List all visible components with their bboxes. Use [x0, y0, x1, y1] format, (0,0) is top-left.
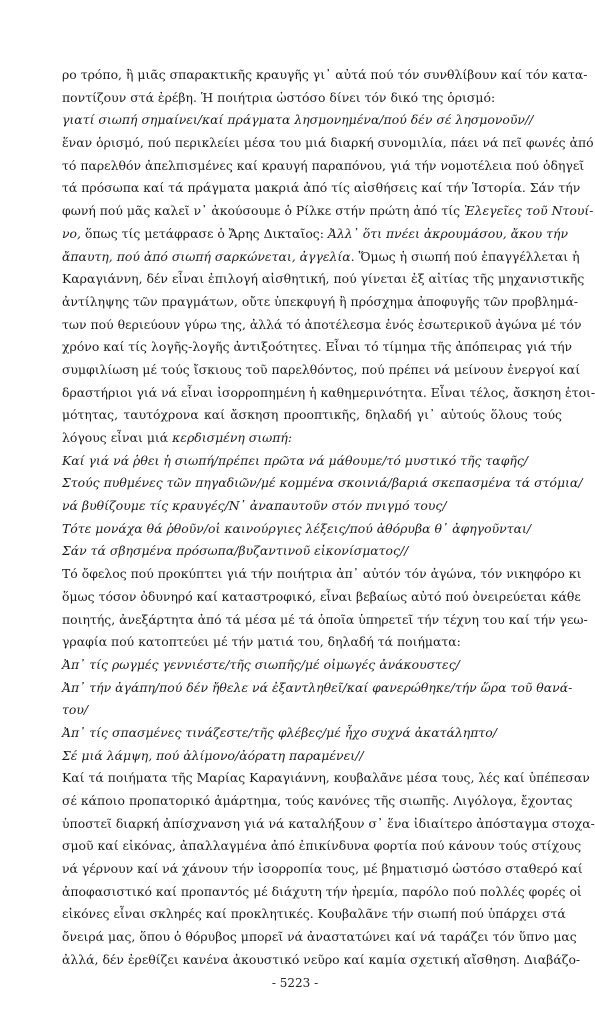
text-run: τό παρελθόν ἀπελπισμένες καί κραυγή παραπόνου, γιά τήν νομοτέλεια πού ὁδηγεῖ [62, 157, 585, 173]
text-line [62, 563, 582, 586]
page-number: - 5223 - [271, 976, 319, 990]
text-line [62, 858, 583, 881]
text-line [62, 336, 573, 359]
italic-text: ἄπαυτη, πού ἀπό σιωπή σαρκώνεται, ἀγγελία. [62, 248, 355, 264]
text-run: Καραγιάννη, δέν εἶναι ἐπιλογή αἰσθητική, πού γίνεται ἐξ αἰτίας τῆς μηχανιστικῆς [62, 271, 585, 287]
text-line [62, 177, 581, 200]
text-line [62, 246, 580, 269]
text-line [62, 586, 581, 609]
italic-text: κερδισμένη σιωπή: [172, 430, 293, 445]
text-run: Τό ὄφελος πού προκύπτει γιά τήν ποιήτρια ἀπ᾽ αὐτόν τόν ἀγώνα, τόν νικηφόρο κι [62, 566, 582, 582]
verse-line [62, 518, 562, 541]
verse-line [62, 699, 562, 722]
text-line [62, 790, 573, 813]
verse-line [62, 472, 583, 495]
text-run: λόγους εἶναι μιά [62, 430, 173, 445]
verse-line [62, 450, 562, 473]
italic-text: νά βυθίζουμε τίς κραυγές/Ν᾽ ἀναπαυτοῦν στόν πνιγμό τους/ [62, 498, 447, 514]
italic-text: του/ [62, 702, 89, 718]
text-line [62, 314, 582, 337]
text-run: νά γέρνουν καί νά χάνουν τήν ἰσορροπία τους, μέ βηματισμό ὡστόσο σταθερό καί [62, 861, 583, 877]
text-line [62, 813, 595, 836]
verse-line [62, 722, 562, 745]
text-run: ποιητής, ἀνεξάρτητα ἀπό τά μέσα μέ τά ὁποῖα ὑπηρετεῖ τήν τέχνη του καί τήν γεω- [62, 611, 588, 627]
verse-line [62, 109, 562, 132]
italic-text: Ἀλλ᾽ ὅτι πνέει ἀκρουμάσου, ἄκου τήν [327, 225, 569, 241]
text-run: Ὅμως ἡ σιωπή πού ἐπαγγέλλεται ἡ [354, 248, 580, 264]
italic-text: Σάν τά σβησμένα πρόσωπα/βυζαντινοῦ εἰκονίσματος// [62, 543, 409, 559]
text-run: μότητας, ταυτόχρονα καί ἄσκηση προοπτικῆς, δηλαδή γι᾽ αὐτούς ὅλους τούς [62, 407, 562, 423]
text-run: δραστήριοι γιά νά εἶναι ἰσορροπημένη ἡ καθημερινότητα. Εἶναι τέλος, ἄσκηση ἑτοι- [62, 384, 595, 400]
text-run: ὅπως τίς μετάφρασε ὁ Ἄρης Δικταῖος: [81, 225, 328, 241]
text-line [62, 64, 588, 87]
text-run: ποντίζουν στά ἐρέβη. Ἡ ποιήτρια ὡστόσο δίνει τόν δικό της ὁρισμό: [62, 89, 496, 105]
verse-line [62, 495, 562, 518]
text-run: ὄνειρά μας, ὅπου ὁ θόρυβος μπορεῖ νά ἀναστατώνει καί νά ταράζει τόν ὕπνο μας [62, 929, 577, 945]
text-run: ἕναν ὁρισμό, πού περικλείει μέσα του μιά διαρκή συνομιλία, πάει νά πεῖ φωνές ἀπό [62, 135, 594, 151]
text-line [62, 155, 585, 178]
italic-text: Τότε μονάχα θά ῥθοῦν/οἱ καινούργιες λέξεις/πού ἀθόρυβα θ᾽ ἀφηγοῦνται/ [62, 520, 532, 536]
italic-text: γιατί σιωπή σημαίνει/καί πράγματα λησμονημένα/πού δέν σέ λησμονοῦν// [62, 112, 534, 128]
text-line [62, 87, 562, 110]
text-line [62, 268, 585, 291]
text-run: τά πρόσωπα καί τά πράγματα μακριά ἀπό τίς αἰσθήσεις καί τήν Ἱστορία. Σάν τήν [62, 180, 581, 196]
text-run: χρόνο καί τίς λογῆς-λογῆς ἀντιξοότητες. Εἶναι τό τίμημα τῆς ἀπόπειρας γιά τήν [62, 339, 573, 355]
text-run: εἰκόνες εἶναι σκληρές καί προκλητικές. Κουβαλᾶνε τήν σιωπή πού ὑπάρχει στά [62, 906, 566, 922]
text-run: σέ κάποιο προπατορικό ἁμάρτημα, τούς κανόνες τῆς σιωπῆς. Λιγόλογα, ἔχοντας [62, 793, 573, 808]
text-line [62, 835, 582, 858]
text-run: των πού θεριεύουν γύρω της, ἀλλά τό ἀποτέλεσμα ἑνός ἐσωτερικοῦ ἀγώνα μέ τόν [62, 316, 582, 332]
italic-text: Ἀπ᾽ τίς σπασμένες τινάζεστε/τῆς φλέβες/μέ ἦχο συχνά ἀκατάληπτο/ [62, 724, 497, 740]
text-line [62, 631, 562, 654]
text-line [62, 291, 579, 314]
text-run: ρο τρόπο, ἢ μιᾶς σπαρακτικῆς κραυγῆς γι᾽ αὐτά πού τόν συνθλίβουν καί τόν κατα- [62, 67, 588, 82]
text-run: φωνή πού μᾶς καλεῖ ν᾽ ἀκούσουμε ὁ Ρίλκε στήν πρώτη ἀπό τίς [62, 203, 465, 219]
text-line [62, 404, 562, 427]
text-run: ἀλλά, δέν ἐρεθίζει κανένα ἀκουστικό νεῦρο καί καμία σχετική αἴσθηση. Διαβάζο- [62, 951, 581, 967]
italic-text: Ἀπ᾽ τήν ἀγάπη/πού δέν ἤθελε νά ἐξαντληθεῖ/καί φανερώθηκε/τήν ὥρα τοῦ θανά- [62, 679, 573, 695]
verse-line [62, 654, 562, 677]
text-run: ἀποφασιστικό καί προπαντός μέ διάχυτη τήν ἠρεμία, παρόλο πού πολλές φορές οἱ [62, 883, 582, 899]
text-line [62, 903, 566, 926]
text-line [62, 200, 594, 223]
text-line [62, 767, 590, 790]
text-run: ἀντίληψης τῶν πραγμάτων, οὔτε ὑπεκφυγή ἢ πρόσχημα ἀποφυγῆς τῶν προβλημά- [62, 293, 579, 309]
italic-text: Ἀπ᾽ τίς ρωγμές γεννιέστε/τῆς σιωπῆς/μέ οἰμωγές ἀνάκουστες/ [62, 656, 460, 672]
text-line [62, 926, 577, 949]
text-line [62, 427, 562, 450]
text-line [62, 881, 582, 904]
text-line [62, 359, 581, 382]
italic-text: Σέ μιά λάμψη, πού ἀλίμονο/ἀόρατη παραμένει// [62, 747, 364, 763]
italic-text: νο, [62, 225, 81, 241]
body-text [62, 64, 595, 972]
text-run: Καί τά ποιήματα τῆς Μαρίας Καραγιάννη, κουβαλᾶνε μέσα τους, λές καί ὑπέπεσαν [62, 770, 590, 786]
text-line [62, 609, 588, 632]
text-line [62, 223, 569, 246]
text-line [62, 949, 581, 972]
text-run: ὑποστεῖ διαρκή ἀπίσχνανση γιά νά καταλήξουν σ᾽ ἕνα ἰδιαίτερο ἀπόσταγμα στοχα- [62, 815, 595, 831]
text-line [62, 132, 594, 155]
italic-text: Καί γιά νά ῥθει ἡ σιωπή/πρέπει πρῶτα νά μάθουμε/τό μυστικό τῆς ταφῆς/ [62, 452, 528, 468]
italic-text: Ἐλεγεῖες τοῦ Ντουί- [464, 203, 594, 219]
verse-line [62, 745, 562, 768]
text-run: συμφιλίωση μέ τούς ἴσκιους τοῦ παρελθόντος, πού πρέπει νά μείνουν ἐνεργοί καί [62, 361, 581, 377]
text-run: γραφία πού κατοπτεύει μέ τήν ματιά του, δηλαδή τά ποιήματα: [62, 634, 461, 650]
text-run: σμοῦ καί εἰκόνας, ἀπαλλαγμένα ἀπό ἐπικίνδυνα φορτία πού κάνουν τούς στίχους [62, 838, 582, 854]
verse-line [62, 677, 573, 700]
text-line [62, 382, 595, 405]
italic-text: Στούς πυθμένες τῶν πηγαδιῶν/μέ κομμένα σκοινιά/βαριά σκεπασμένα τά στόμια/ [62, 475, 583, 491]
verse-line [62, 540, 562, 563]
text-run: ὅμως τόσον ὀδυνηρό καί καταστροφικό, εἶναι βεβαίως αὐτό πού ὀνειρεύεται κάθε [62, 588, 581, 604]
